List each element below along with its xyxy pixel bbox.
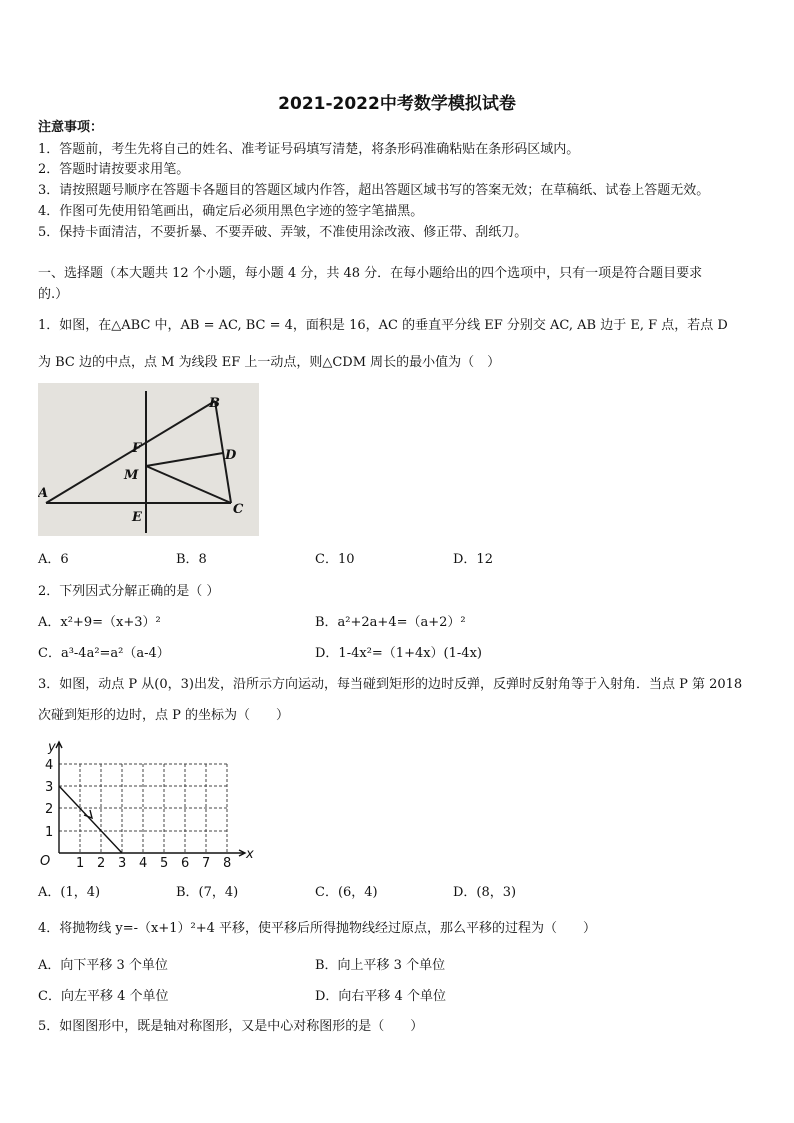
notice-item-1: 1．答题前，考生先将自己的姓名、准考证号码填写清楚，将条形码准确粘贴在条形码区域内。 [38, 142, 580, 157]
label-m: M [124, 468, 139, 483]
q3-stem-line2: 次碰到矩形的边时，点 P 的坐标为（ ） [38, 708, 290, 723]
q2-option-d: D．1-4x²=（1+4x）(1-4x) [315, 646, 482, 661]
q3-grid-svg [38, 737, 258, 872]
x-tick-1: 1 [76, 856, 85, 871]
notice-item-4: 4．作图可先使用铅笔画出，确定后必须用黑色字迹的签字笔描黑。 [38, 204, 424, 219]
y-tick-2: 2 [45, 802, 54, 817]
x-tick-3: 3 [118, 856, 127, 871]
y-axis-label: y [48, 740, 56, 755]
q2-option-c: C．a³-4a²=a²（a-4） [38, 646, 170, 661]
label-a: A [38, 486, 49, 501]
x-axis-label: x [246, 847, 254, 862]
q1-option-a: A．6 [38, 552, 69, 567]
path-line [59, 786, 122, 853]
notice-item-2: 2．答题时请按要求用笔。 [38, 162, 190, 177]
q1-stem-line1: 1．如图，在△ABC 中，AB = AC, BC = 4，面积是 16，AC 的垂直平分线 EF 分别交 AC, AB 边于 E, F 点，若点 D [38, 318, 728, 333]
q2-option-a: A．x²+9=（x+3）² [38, 615, 161, 630]
label-e: E [132, 510, 142, 525]
label-f: F [132, 441, 142, 456]
q1-option-c: C．10 [315, 552, 355, 567]
x-tick-6: 6 [181, 856, 190, 871]
line-md [146, 453, 223, 466]
notice-item-5: 5．保持卡面清洁，不要折暴、不要弄破、弄皱，不准使用涂改液、修正带、刮纸刀。 [38, 225, 528, 240]
q2-stem: 2．下列因式分解正确的是（ ） [38, 584, 220, 599]
q3-option-c: C．(6，4) [315, 885, 378, 900]
q5-stem: 5．如图图形中，既是轴对称图形，又是中心对称图形的是（ ） [38, 1019, 424, 1034]
y-tick-4: 4 [45, 758, 54, 773]
notice-heading: 注意事项： [38, 120, 104, 135]
x-tick-8: 8 [223, 856, 232, 871]
y-tick-3: 3 [45, 780, 54, 795]
q4-stem: 4．将抛物线 y=-（x+1）²+4 平移，使平移后所得抛物线经过原点，那么平移的过程为（ ） [38, 921, 597, 936]
origin-label: O [40, 854, 51, 869]
x-tick-5: 5 [160, 856, 169, 871]
line-mc [146, 466, 231, 503]
x-tick-4: 4 [139, 856, 148, 871]
q1-option-b: B．8 [176, 552, 207, 567]
line-ab [46, 401, 215, 503]
notice-item-3: 3．请按照题号顺序在答题卡各题目的答题区域内作答，超出答题区域书写的答案无效；在草稿纸、试卷上答题无效。 [38, 183, 710, 198]
q4-option-b: B．向上平移 3 个单位 [315, 958, 446, 973]
q4-option-d: D．向右平移 4 个单位 [315, 989, 446, 1004]
page-title: 2021-2022中考数学模拟试卷 [278, 94, 516, 114]
q1-option-d: D．12 [453, 552, 493, 567]
x-tick-7: 7 [202, 856, 211, 871]
label-d: D [225, 448, 237, 463]
q3-option-a: A．(1，4) [38, 885, 101, 900]
q1-stem-line2: 为 BC 边的中点，点 M 为线段 EF 上一动点，则△CDM 周长的最小值为（ ） [38, 355, 501, 370]
section-heading-line2: 的.） [38, 287, 69, 302]
q4-option-c: C．向左平移 4 个单位 [38, 989, 169, 1004]
section-heading-line1: 一、选择题（本大题共 12 个小题，每小题 4 分，共 48 分．在每小题给出的四个选项中，只有一项是符合题目要求 [38, 266, 703, 281]
x-tick-2: 2 [97, 856, 106, 871]
label-b: B [209, 396, 220, 411]
q3-option-d: D．(8，3) [453, 885, 517, 900]
q1-triangle-svg [38, 383, 259, 536]
q1-triangle-figure [38, 383, 259, 536]
q3-option-b: B．(7，4) [176, 885, 239, 900]
q3-stem-line1: 3．如图，动点 P 从(0，3)出发，沿所示方向运动，每当碰到矩形的边时反弹，反弹时反射角等于入射角．当点 P 第 2018 [38, 677, 743, 692]
q2-option-b: B．a²+2a+4=（a+2）² [315, 615, 466, 630]
label-c: C [233, 502, 244, 517]
q3-grid-figure [38, 737, 258, 872]
y-tick-1: 1 [45, 825, 54, 840]
q4-option-a: A．向下平移 3 个单位 [38, 958, 168, 973]
